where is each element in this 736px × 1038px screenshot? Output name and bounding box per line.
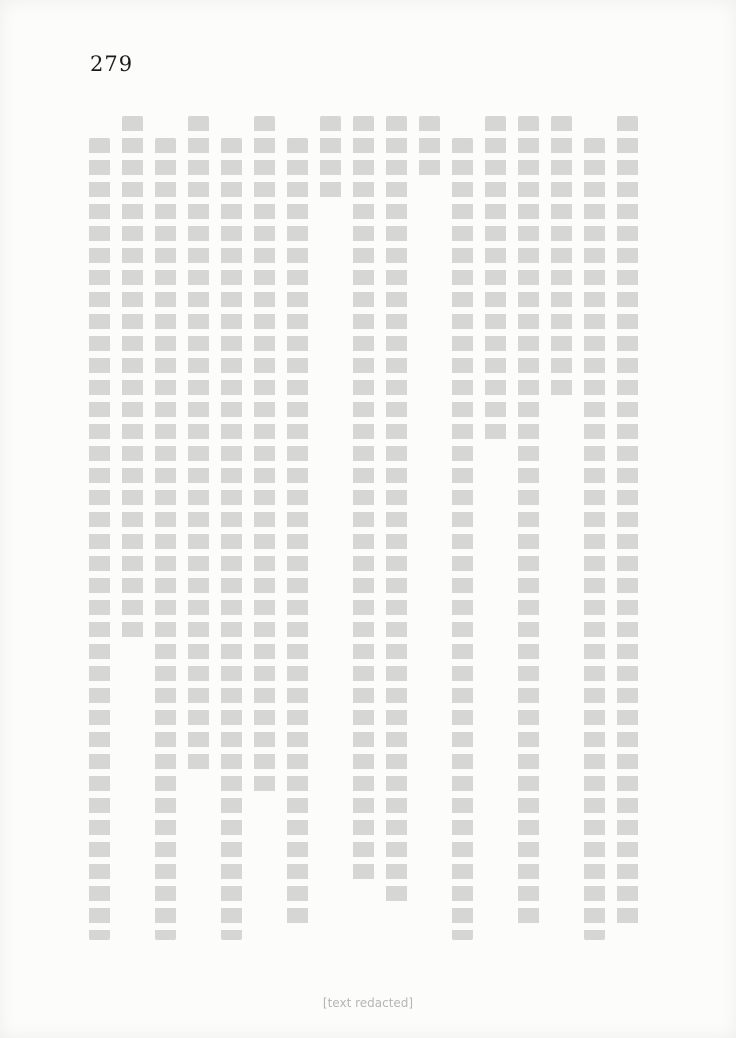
text-column (578, 116, 611, 940)
text-column (83, 116, 116, 940)
redacted-text-line (320, 116, 341, 204)
text-column (512, 116, 545, 940)
redacted-text-line (188, 116, 209, 776)
redacted-text-line (518, 116, 539, 930)
text-column (182, 116, 215, 940)
redacted-text-line (353, 116, 374, 886)
redacted-text-line (452, 138, 473, 940)
redacted-text-line (419, 116, 440, 182)
text-column (479, 116, 512, 940)
text-column (413, 116, 446, 940)
text-column (545, 116, 578, 940)
redacted-text-line (221, 138, 242, 940)
redaction-notice: [text redacted] (322, 996, 414, 1010)
text-column (116, 116, 149, 940)
text-column (314, 116, 347, 940)
redacted-text-line (551, 116, 572, 402)
redacted-text-line (617, 116, 638, 930)
redacted-text-line (155, 138, 176, 940)
redacted-text-line (254, 116, 275, 798)
vertical-text-block (83, 116, 644, 940)
text-column (215, 116, 248, 940)
text-column (248, 116, 281, 940)
text-column (281, 116, 314, 940)
redacted-text-line (89, 138, 110, 940)
text-column (611, 116, 644, 940)
text-column (380, 116, 413, 940)
redacted-text-line (287, 138, 308, 930)
text-column (446, 116, 479, 940)
redacted-text-line (485, 116, 506, 446)
page-number: 279 (90, 52, 134, 76)
text-column (347, 116, 380, 940)
redacted-text-line (122, 116, 143, 644)
text-column (149, 116, 182, 940)
redacted-text-line (386, 116, 407, 908)
redacted-text-line (584, 138, 605, 940)
